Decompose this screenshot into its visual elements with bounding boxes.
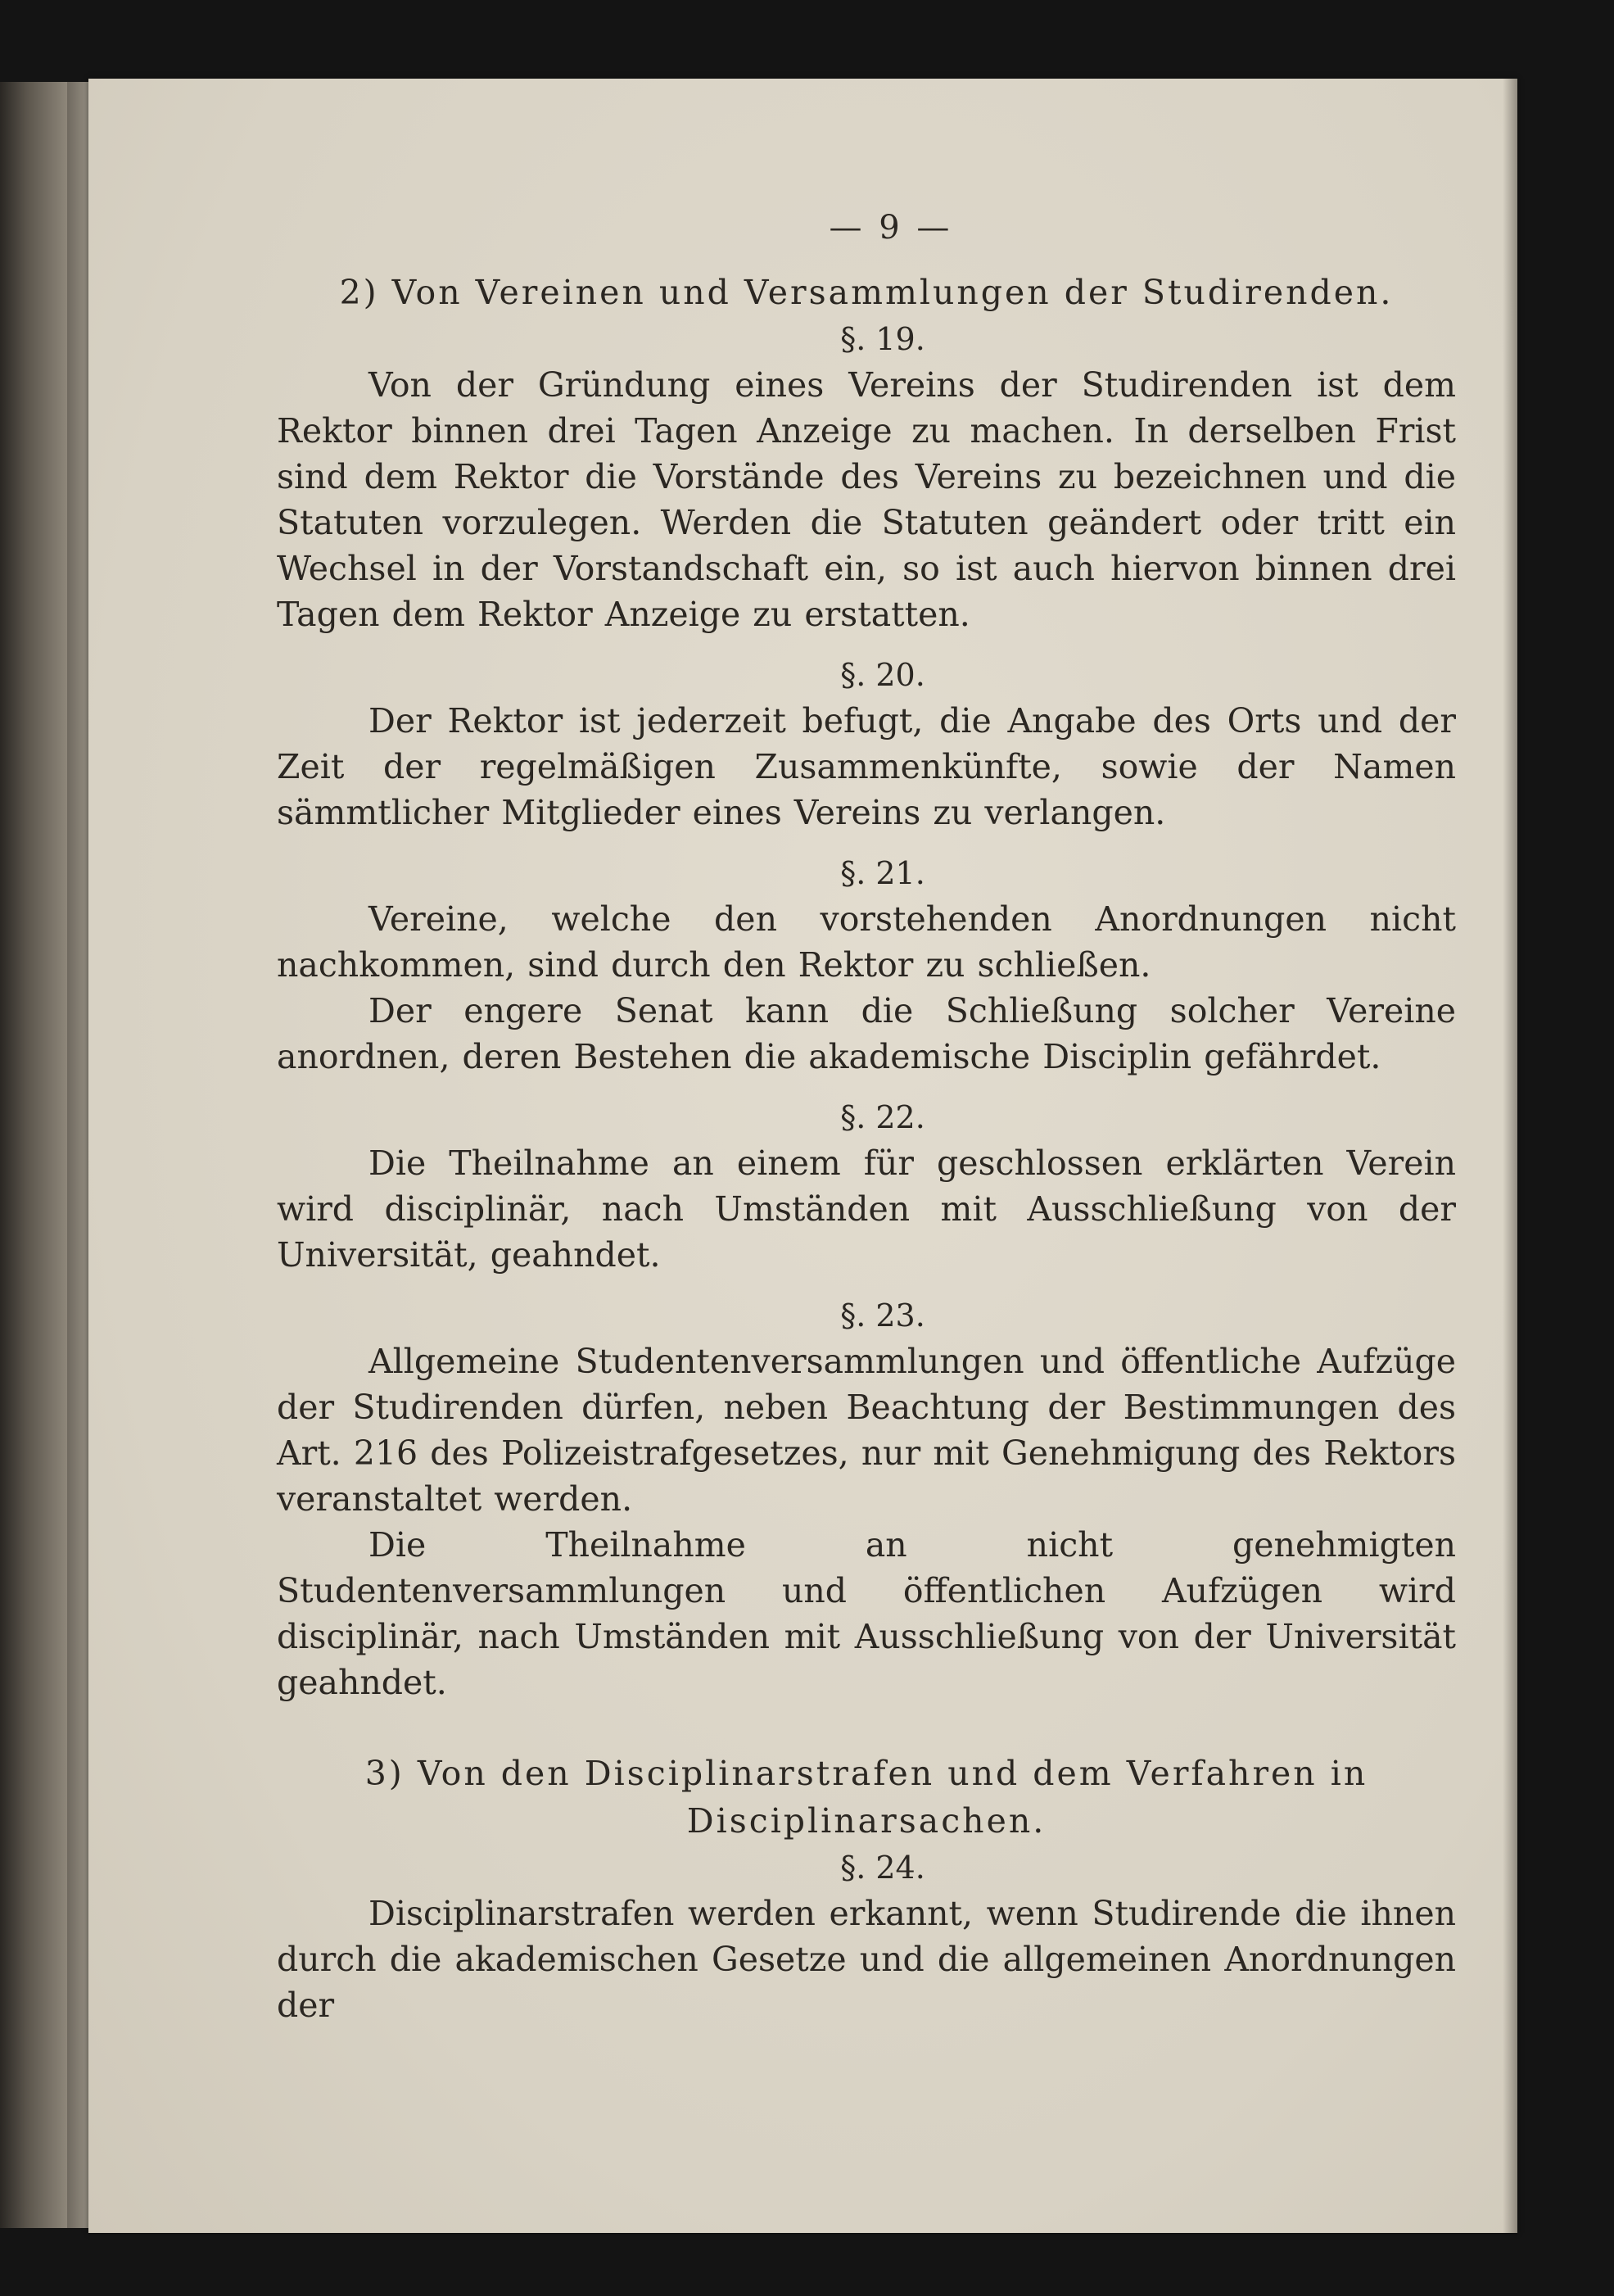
paragraph-21-text-1: Vereine, welche den vorstehenden Anordnungen nicht nachkommen, sind durch den Rektor zu schließen. bbox=[277, 899, 1456, 985]
paragraph-23-text-2: Die Theilnahme an nicht genehmigten Studentenversammlungen und öffentlichen Aufzügen wird disciplinär, nach Umständen mit Ausschließung von der Universität geahndet. bbox=[277, 1525, 1456, 1702]
page-edge-shadow bbox=[1503, 79, 1517, 2233]
paragraph-23-text-1: Allgemeine Studentenversammlungen und öffentliche Aufzüge der Studirenden dürfen, neben Beachtung der Bestimmungen des Art. 216 des Polizeistrafgesetzes, nur mit Genehmigung des Rektors veranstaltet werden. bbox=[277, 1342, 1456, 1519]
paragraph-mark-23: §. 23. bbox=[840, 1297, 925, 1334]
paragraph-22-text: Die Theilnahme an einem für geschlossen erklärten Verein wird disciplinär, nach Umständen mit Ausschließung von der Universität, geahndet. bbox=[277, 1143, 1456, 1275]
paragraph-19-text: Von der Gründung eines Vereins der Studirenden ist dem Rektor binnen drei Tagen Anzeige zu machen. In derselben Frist sind dem Rektor die Vorstände des Vereins zu bezeichnen und die Statuten vorzulegen. Werden die Statuten geändert oder tritt ein Wechsel in der Vorstandschaft ein, so ist auch hiervon binnen drei Tagen dem Rektor Anzeige zu erstatten. bbox=[277, 365, 1456, 634]
page-number: — 9 — bbox=[829, 209, 953, 247]
previous-page-edge bbox=[0, 82, 67, 2228]
section-heading-3-line-1: 3) Von den Disciplinarstrafen und dem Verfahren in bbox=[364, 1754, 1368, 1793]
book-page bbox=[88, 79, 1517, 2233]
paragraph-mark-24: §. 24. bbox=[840, 1850, 925, 1886]
paragraph-21-text-2: Der engere Senat kann die Schließung solcher Vereine anordnen, deren Bestehen die akademische Disciplin gefährdet. bbox=[277, 991, 1456, 1076]
section-heading-3-line-2: Disciplinarsachen. bbox=[686, 1801, 1047, 1841]
paragraph-mark-21: §. 21. bbox=[840, 855, 925, 891]
section-heading-2: 2) Von Vereinen und Versammlungen der Studirenden. bbox=[339, 273, 1394, 312]
paragraph-mark-19: §. 19. bbox=[840, 321, 925, 357]
paragraph-mark-20: §. 20. bbox=[840, 657, 925, 693]
paragraph-mark-22: §. 22. bbox=[840, 1099, 925, 1135]
page-content bbox=[277, 202, 1456, 2028]
paragraph-20-text: Der Rektor ist jederzeit befugt, die Angabe des Orts und der Zeit der regelmäßigen Zusammenkünfte, sowie der Namen sämmtlicher Mitglieder eines Vereins zu verlangen. bbox=[277, 701, 1456, 832]
paragraph-24-text: Disciplinarstrafen werden erkannt, wenn Studirende die ihnen durch die akademischen Gesetze und die allgemeinen Anordnungen der bbox=[277, 1894, 1456, 2025]
